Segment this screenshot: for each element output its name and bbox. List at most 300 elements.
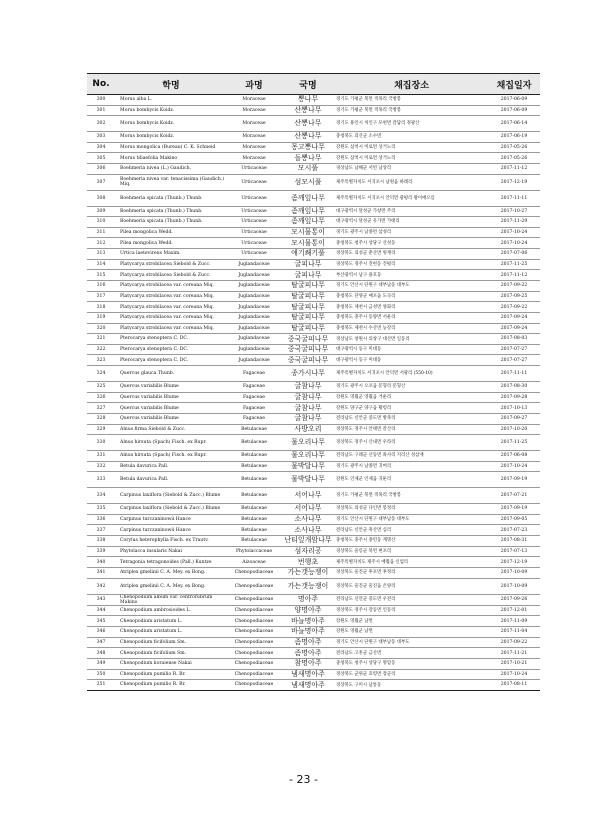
table-row <box>87 270 540 281</box>
cell-date: 2017-08-30 <box>488 382 540 393</box>
cell-family: Phytolaccaceae <box>227 546 281 557</box>
cell-korean-name: 몽고뽕나무 <box>281 142 335 153</box>
header-no: No. <box>87 74 115 95</box>
cell-no: 330 <box>87 435 115 451</box>
table-row <box>87 451 540 462</box>
cell-scientific-name: Morus bombycis Koidz. <box>115 116 227 132</box>
table-row <box>87 605 540 616</box>
cell-scientific-name: Atriplex gmelinii C. A. Mey. ex Bong. <box>115 578 227 594</box>
cell-location: 충청북도 단양군 매포읍 도곡리 <box>335 291 488 302</box>
cell-no: 349 <box>87 658 115 669</box>
cell-location: 경상북도 경주시 산내면 우라리 <box>335 435 488 451</box>
cell-date: 2017-10-24 <box>488 669 540 680</box>
cell-date: 2017-10-27 <box>488 206 540 217</box>
cell-date: 2017-11-12 <box>488 270 540 281</box>
cell-no: 303 <box>87 132 115 143</box>
cell-no: 316 <box>87 281 115 292</box>
cell-korean-name: 굴참나무 <box>281 382 335 393</box>
cell-family: Moraceae <box>227 153 281 164</box>
table-row <box>87 472 540 488</box>
table-row <box>87 153 540 164</box>
cell-scientific-name: Chenopodium ficifolium Sm. <box>115 637 227 648</box>
cell-date: 2017-09-26 <box>488 594 540 605</box>
cell-no: 340 <box>87 557 115 568</box>
cell-date: 2017-09-24 <box>488 323 540 334</box>
cell-date: 2017-10-09 <box>488 578 540 594</box>
cell-date: 2017-10-21 <box>488 658 540 669</box>
cell-date: 2017-09-28 <box>488 392 540 403</box>
cell-location: 경상북도 울진군 울진읍 온양리 <box>335 578 488 594</box>
cell-location: 대구광역시 동구 미대동 <box>335 344 488 355</box>
cell-korean-name: 좀깨잎나무 <box>281 206 335 217</box>
cell-location: 경상북도 군위군 효령면 장군리 <box>335 669 488 680</box>
cell-date: 2017-10-24 <box>488 238 540 249</box>
cell-family: Chenopodiaceae <box>227 680 281 691</box>
cell-location: 충청북도 충주시 동량면 서운리 <box>335 312 488 323</box>
table-row <box>87 281 540 292</box>
cell-scientific-name: Quercus variabilis Blume <box>115 403 227 414</box>
cell-korean-name: 소사나무 <box>281 525 335 536</box>
cell-scientific-name: Boehmeria spicata (Thunb.) Thunb. <box>115 206 227 217</box>
cell-no: 348 <box>87 648 115 659</box>
cell-scientific-name: Urtica laetevirens Maxim. <box>115 249 227 260</box>
cell-location: 경상북도 구미시 남통동 <box>335 680 488 691</box>
cell-family: Fagaceae <box>227 413 281 424</box>
cell-family: Chenopodiaceae <box>227 637 281 648</box>
cell-no: 321 <box>87 334 115 345</box>
table-row <box>87 637 540 648</box>
cell-korean-name: 바늘명아주 <box>281 627 335 638</box>
header-korean-name: 국명 <box>281 74 335 95</box>
cell-korean-name: 뽕나무 <box>281 95 335 106</box>
cell-family: Moraceae <box>227 142 281 153</box>
page-number: - 23 - <box>289 773 318 786</box>
cell-korean-name: 중국굴피나무 <box>281 334 335 345</box>
cell-korean-name: 탈굴피나무 <box>281 312 335 323</box>
cell-date: 2017-11-29 <box>488 217 540 228</box>
cell-family: Chenopodiaceae <box>227 658 281 669</box>
cell-location: 대구광역시 동구 미대동 <box>335 355 488 366</box>
cell-family: Moraceae <box>227 116 281 132</box>
cell-korean-name: 굴참나무 <box>281 392 335 403</box>
cell-no: 315 <box>87 270 115 281</box>
cell-family: Chenopodiaceae <box>227 616 281 627</box>
cell-no: 343 <box>87 594 115 605</box>
table-header-row <box>87 74 540 95</box>
cell-family: Juglandaceae <box>227 302 281 313</box>
cell-no: 308 <box>87 190 115 206</box>
table-row <box>87 578 540 594</box>
cell-scientific-name: Pterocarya stenoptera C. DC. <box>115 334 227 345</box>
cell-family: Juglandaceae <box>227 312 281 323</box>
cell-korean-name: 번행초 <box>281 557 335 568</box>
cell-korean-name: 산뽕나무 <box>281 132 335 143</box>
cell-location: 경상남도 창원시 의창구 대산면 일동리 <box>335 334 488 345</box>
cell-family: Chenopodiaceae <box>227 648 281 659</box>
cell-no: 311 <box>87 227 115 238</box>
cell-no: 323 <box>87 355 115 366</box>
table-row <box>87 174 540 190</box>
cell-date: 2017-09-27 <box>488 413 540 424</box>
cell-no: 326 <box>87 392 115 403</box>
cell-family: Urticaceae <box>227 238 281 249</box>
cell-location: 제주특별자치도 제주시 애월읍 신엄리 <box>335 557 488 568</box>
cell-family: Moraceae <box>227 95 281 106</box>
cell-korean-name: 중국굴피나무 <box>281 344 335 355</box>
cell-date: 2017-11-21 <box>488 648 540 659</box>
cell-korean-name: 서어나무 <box>281 504 335 515</box>
cell-no: 336 <box>87 514 115 525</box>
cell-date: 2017-12-19 <box>488 174 540 190</box>
cell-no: 325 <box>87 382 115 393</box>
cell-korean-name: 명아주 <box>281 594 335 605</box>
cell-family: Betulaceae <box>227 504 281 515</box>
cell-korean-name: 좀깨잎나무 <box>281 190 335 206</box>
table-row <box>87 669 540 680</box>
cell-no: 304 <box>87 142 115 153</box>
cell-date: 2017-12-19 <box>488 557 540 568</box>
cell-scientific-name: Boehmeria nivea var. tenacissima (Gaudich.) Miq. <box>115 174 227 190</box>
cell-family: Urticaceae <box>227 190 281 206</box>
cell-no: 306 <box>87 164 115 175</box>
cell-location: 제주특별자치도 서귀포시 안덕면 광평리 왕이메오름 <box>335 190 488 206</box>
cell-no: 313 <box>87 249 115 260</box>
cell-location: 경기도 광주시 남종면 귀여리 <box>335 461 488 472</box>
cell-family: Urticaceae <box>227 164 281 175</box>
cell-location: 경상북도 경주시 강동면 인동리 <box>335 605 488 616</box>
cell-location: 강원도 영월군 남면 <box>335 627 488 638</box>
table-row <box>87 413 540 424</box>
cell-location: 경상북도 의성군 춘산면 빙계리 <box>335 249 488 260</box>
table-row <box>87 132 540 143</box>
header-scientific-name: 학명 <box>115 74 227 95</box>
cell-family: Juglandaceae <box>227 334 281 345</box>
cell-date: 2017-11-04 <box>488 627 540 638</box>
table-row <box>87 312 540 323</box>
cell-family: Chenopodiaceae <box>227 627 281 638</box>
cell-scientific-name: Boehmeria spicata (Thunb.) Thunb. <box>115 217 227 228</box>
cell-scientific-name: Carpinus turczaninowii Hance <box>115 514 227 525</box>
cell-location: 경상북도 경주시 진현동 진평리 <box>335 259 488 270</box>
cell-korean-name: 물박달나무 <box>281 461 335 472</box>
cell-location: 강원도 삼척시 미로면 상거노리 <box>335 142 488 153</box>
cell-no: 350 <box>87 669 115 680</box>
cell-location: 부산광역시 남구 용호동 <box>335 270 488 281</box>
cell-location: 전라남도 신안군 흑산면 심리 <box>335 525 488 536</box>
cell-korean-name: 굴참나무 <box>281 413 335 424</box>
cell-scientific-name: Platycarya strobilacea Siebold & Zucc. <box>115 270 227 281</box>
cell-korean-name: 탈굴피나무 <box>281 302 335 313</box>
table-row <box>87 594 540 605</box>
cell-date: 2017-10-24 <box>488 461 540 472</box>
cell-date: 2017-11-25 <box>488 259 540 270</box>
cell-date: 2017-10-20 <box>488 424 540 435</box>
cell-date: 2017-08-11 <box>488 680 540 691</box>
header-location: 채집장소 <box>335 74 488 95</box>
cell-location: 경기도 가평군 북면 적목리 국방봉 <box>335 95 488 106</box>
cell-scientific-name: Platycarya strobilacea var. coreana Miq. <box>115 291 227 302</box>
cell-no: 312 <box>87 238 115 249</box>
cell-date: 2017-06-09 <box>488 95 540 106</box>
cell-scientific-name: Betula davurica Pall. <box>115 472 227 488</box>
cell-scientific-name: Platycarya strobilacea var. coreana Miq. <box>115 323 227 334</box>
cell-date: 2017-09-05 <box>488 514 540 525</box>
cell-scientific-name: Carpinus laxiflora (Siebold & Zucc.) Blume <box>115 488 227 504</box>
table-row <box>87 217 540 228</box>
cell-date: 2017-07-06 <box>488 249 540 260</box>
cell-date: 2017-11-12 <box>488 164 540 175</box>
table-row <box>87 627 540 638</box>
cell-location: 강원도 인제군 인제읍 귀둔리 <box>335 472 488 488</box>
cell-scientific-name: Morus tiliaefolia Makino <box>115 153 227 164</box>
cell-korean-name: 물박달나무 <box>281 472 335 488</box>
cell-location: 강원도 영월군 영월읍 거운리 <box>335 392 488 403</box>
cell-scientific-name: Tetragonia tetragonoides (Pall.) Kuntze <box>115 557 227 568</box>
cell-location: 충청북도 청주시 상당구 명암동 <box>335 658 488 669</box>
cell-korean-name: 굴피나무 <box>281 259 335 270</box>
cell-family: Chenopodiaceae <box>227 669 281 680</box>
cell-date: 2017-08-31 <box>488 536 540 547</box>
cell-location: 경상북도 경주시 안태면 갈산리 <box>335 424 488 435</box>
cell-no: 302 <box>87 116 115 132</box>
cell-date: 2017-07-21 <box>488 488 540 504</box>
cell-date: 2017-09-24 <box>488 312 540 323</box>
cell-korean-name: 굴피나무 <box>281 270 335 281</box>
cell-scientific-name: Chenopodium pumilio R. Br. <box>115 680 227 691</box>
cell-family: Juglandaceae <box>227 259 281 270</box>
table-row <box>87 504 540 515</box>
cell-korean-name: 좀깨잎나무 <box>281 217 335 228</box>
specimen-table <box>87 73 540 691</box>
cell-date: 2017-12-01 <box>488 605 540 616</box>
cell-location: 경기도 안산시 단원구 대부남동 대부도 <box>335 514 488 525</box>
cell-korean-name: 중국굴피나무 <box>281 355 335 366</box>
table-row <box>87 392 540 403</box>
cell-date: 2017-06-19 <box>488 132 540 143</box>
cell-korean-name: 모시풀 <box>281 164 335 175</box>
table-row <box>87 525 540 536</box>
cell-korean-name: 물오리나무 <box>281 435 335 451</box>
cell-family: Juglandaceae <box>227 270 281 281</box>
cell-no: 351 <box>87 680 115 691</box>
table-row <box>87 334 540 345</box>
cell-date: 2017-07-13 <box>488 546 540 557</box>
cell-date: 2017-09-19 <box>488 504 540 515</box>
cell-family: Betulaceae <box>227 451 281 462</box>
cell-scientific-name: Carpinus turczaninowii Hance <box>115 525 227 536</box>
table-body <box>87 95 540 691</box>
cell-no: 346 <box>87 627 115 638</box>
cell-no: 341 <box>87 568 115 579</box>
table-row <box>87 488 540 504</box>
cell-korean-name: 물오리나무 <box>281 451 335 462</box>
cell-location: 충청북도 제천시 금성면 양화리 <box>335 302 488 313</box>
cell-location: 강원도 삼척시 미로면 상거노리 <box>335 153 488 164</box>
cell-korean-name: 탈굴피나무 <box>281 291 335 302</box>
cell-korean-name: 애기쐐기풀 <box>281 249 335 260</box>
cell-no: 339 <box>87 546 115 557</box>
cell-no: 318 <box>87 302 115 313</box>
cell-no: 335 <box>87 504 115 515</box>
cell-no: 332 <box>87 461 115 472</box>
cell-no: 324 <box>87 366 115 382</box>
cell-korean-name: 양명아주 <box>281 605 335 616</box>
cell-korean-name: 모시물통이 <box>281 238 335 249</box>
table-row <box>87 568 540 579</box>
table-row <box>87 461 540 472</box>
cell-location: 경기도 광주시 오포읍 문형리 문형산 <box>335 382 488 393</box>
cell-scientific-name: Corylus heterophylla Fisch. ex Trautv. <box>115 536 227 547</box>
header-date: 채집일자 <box>488 74 540 95</box>
table-row <box>87 249 540 260</box>
cell-scientific-name: Chenopodium album var. centrorubrum Makino <box>115 594 227 605</box>
cell-family: Betulaceae <box>227 424 281 435</box>
cell-family: Betulaceae <box>227 488 281 504</box>
cell-scientific-name: Alnus hirsuta (Spach) Fisch. ex Rupr. <box>115 435 227 451</box>
cell-family: Chenopodiaceae <box>227 578 281 594</box>
cell-scientific-name: Alnus hirsuta (Spach) Fisch. ex Rupr. <box>115 451 227 462</box>
cell-family: Urticaceae <box>227 227 281 238</box>
table-row <box>87 514 540 525</box>
cell-no: 342 <box>87 578 115 594</box>
cell-korean-name: 탈굴피나무 <box>281 323 335 334</box>
header-family: 과명 <box>227 74 281 95</box>
cell-date: 2017-09-22 <box>488 302 540 313</box>
cell-family: Moraceae <box>227 105 281 116</box>
cell-no: 328 <box>87 413 115 424</box>
cell-korean-name: 소사나무 <box>281 514 335 525</box>
cell-scientific-name: Carpinus laxiflora (Siebold & Zucc.) Blume <box>115 504 227 515</box>
cell-date: 2017-05-26 <box>488 153 540 164</box>
cell-scientific-name: Pilea mongolica Wedd. <box>115 227 227 238</box>
cell-korean-name: 좀명아주 <box>281 637 335 648</box>
table-row <box>87 546 540 557</box>
cell-no: 329 <box>87 424 115 435</box>
cell-family: Urticaceae <box>227 174 281 190</box>
cell-scientific-name: Quercus variabilis Blume <box>115 413 227 424</box>
cell-scientific-name: Chenopodium koraiense Nakai <box>115 658 227 669</box>
cell-family: Chenopodiaceae <box>227 605 281 616</box>
cell-date: 2017-11-11 <box>488 366 540 382</box>
cell-location: 전라남도 고흥군 금산면 <box>335 648 488 659</box>
cell-no: 319 <box>87 312 115 323</box>
cell-scientific-name: Phytolacca insularis Nakai <box>115 546 227 557</box>
cell-family: Juglandaceae <box>227 323 281 334</box>
cell-korean-name: 참명아주 <box>281 658 335 669</box>
cell-no: 320 <box>87 323 115 334</box>
cell-location: 제주특별자치도 서귀포시 남원읍 하례리 <box>335 174 488 190</box>
cell-date: 2017-07-27 <box>488 344 540 355</box>
cell-location: 강원도 양구군 양구읍 황령리 <box>335 403 488 414</box>
cell-date: 2017-07-23 <box>488 525 540 536</box>
cell-no: 301 <box>87 105 115 116</box>
cell-scientific-name: Platycarya strobilacea var. coreana Miq. <box>115 281 227 292</box>
cell-family: Juglandaceae <box>227 344 281 355</box>
cell-family: Betulaceae <box>227 525 281 536</box>
cell-scientific-name: Betula davurica Pall. <box>115 461 227 472</box>
cell-scientific-name: Chenopodium aristatum L. <box>115 627 227 638</box>
cell-location: 대구광역시 달성군 가창면 주리 <box>335 206 488 217</box>
table-row <box>87 227 540 238</box>
cell-family: Fagaceae <box>227 403 281 414</box>
cell-date: 2017-05-26 <box>488 142 540 153</box>
table-row <box>87 142 540 153</box>
cell-scientific-name: Atriplex gmelinii C. A. Mey. ex Bong. <box>115 568 227 579</box>
cell-no: 307 <box>87 174 115 190</box>
cell-location: 경기도 안산시 단원구 대부남동 대부도 <box>335 281 488 292</box>
cell-scientific-name: Platycarya strobilacea var. coreana Miq. <box>115 312 227 323</box>
cell-scientific-name: Boehmeria spicata (Thunb.) Thunb. <box>115 190 227 206</box>
cell-korean-name: 탈굴피나무 <box>281 281 335 292</box>
table-row <box>87 206 540 217</box>
cell-family: Moraceae <box>227 132 281 143</box>
cell-scientific-name: Quercus variabilis Blume <box>115 382 227 393</box>
cell-location: 강원도 영월군 남면 <box>335 616 488 627</box>
cell-location: 충청북도 괴산군 소수면 <box>335 132 488 143</box>
cell-location: 대구광역시 달성군 유가면 가태리 <box>335 217 488 228</box>
cell-no: 338 <box>87 536 115 547</box>
cell-no: 309 <box>87 206 115 217</box>
cell-no: 334 <box>87 488 115 504</box>
cell-korean-name: 사방오리 <box>281 424 335 435</box>
cell-family: Betulaceae <box>227 514 281 525</box>
cell-korean-name: 굴참나무 <box>281 403 335 414</box>
cell-no: 344 <box>87 605 115 616</box>
cell-location: 전라남도 구례군 산동면 좌사리 지리산 성삼재 <box>335 451 488 462</box>
cell-family: Betulaceae <box>227 435 281 451</box>
cell-no: 331 <box>87 451 115 462</box>
cell-scientific-name: Chenopodium ambrosioides L. <box>115 605 227 616</box>
cell-scientific-name: Pterocarya stenoptera C. DC. <box>115 355 227 366</box>
table-row <box>87 382 540 393</box>
cell-family: Fagaceae <box>227 366 281 382</box>
cell-location: 경상남도 남해군 서면 남상리 <box>335 164 488 175</box>
cell-date: 2017-06-14 <box>488 116 540 132</box>
cell-location: 경기도 안산시 단원구 대부남동 대부도 <box>335 637 488 648</box>
cell-date: 2017-07-27 <box>488 355 540 366</box>
cell-location: 제주특별자치도 서귀포시 안덕면 서광리 (550-10) <box>335 366 488 382</box>
cell-no: 314 <box>87 259 115 270</box>
cell-scientific-name: Quercus variabilis Blume <box>115 392 227 403</box>
cell-family: Betulaceae <box>227 536 281 547</box>
cell-scientific-name: Morus alba L. <box>115 95 227 106</box>
table-row <box>87 355 540 366</box>
table-row <box>87 105 540 116</box>
table-row <box>87 366 540 382</box>
cell-no: 327 <box>87 403 115 414</box>
cell-scientific-name: Morus bombycis Koidz. <box>115 105 227 116</box>
cell-korean-name: 냄새명아주 <box>281 669 335 680</box>
cell-korean-name: 바늘명아주 <box>281 616 335 627</box>
cell-date: 2017-08-03 <box>488 334 540 345</box>
cell-date: 2017-09-19 <box>488 472 540 488</box>
table-row <box>87 403 540 414</box>
cell-location: 경상북도 울진군 후포면 후정리 <box>335 568 488 579</box>
cell-korean-name: 산뽕나무 <box>281 116 335 132</box>
cell-family: Betulaceae <box>227 472 281 488</box>
cell-date: 2017-10-24 <box>488 227 540 238</box>
cell-korean-name: 냄새명아주 <box>281 680 335 691</box>
cell-scientific-name: Boehmeria nivea (L.) Gaudich. <box>115 164 227 175</box>
cell-scientific-name: Morus mongolica (Bureau) C. K. Schneid <box>115 142 227 153</box>
cell-scientific-name: Chenopodium ficifolium Sm. <box>115 648 227 659</box>
table-row <box>87 435 540 451</box>
cell-date: 2017-10-09 <box>488 568 540 579</box>
cell-date: 2017-11-09 <box>488 616 540 627</box>
table-row <box>87 536 540 547</box>
cell-no: 317 <box>87 291 115 302</box>
table-row <box>87 557 540 568</box>
